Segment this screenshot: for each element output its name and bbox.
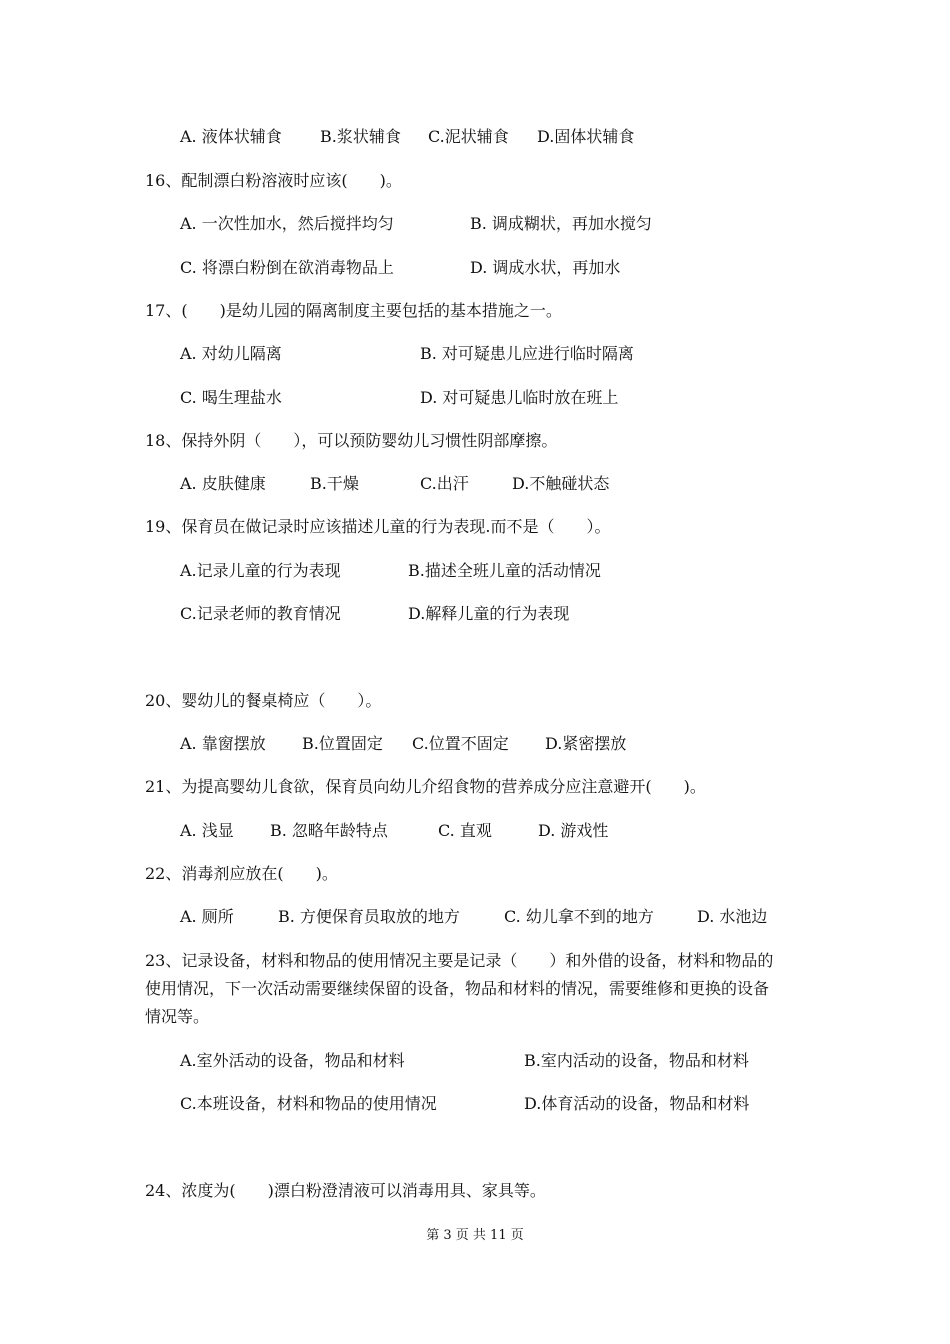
q20-option-c: C.位置不固定 (412, 734, 509, 753)
q15-option-d: D.固体状辅食 (537, 127, 635, 146)
q15-option-b: B.浆状辅食 (320, 127, 401, 146)
q19-option-b: B.描述全班儿童的活动情况 (408, 561, 601, 580)
page-number-footer: 第 3 页 共 11 页 (426, 1228, 524, 1243)
q16-option-c: C. 将漂白粉倒在欲消毒物品上 (180, 258, 394, 277)
q20-option-b: B.位置固定 (302, 734, 383, 753)
q21-option-c: C. 直观 (438, 821, 492, 840)
question-18-stem: 18、保持外阴（ ），可以预防婴幼儿习惯性阴部摩擦。 (145, 431, 558, 450)
question-16-stem: 16、配制漂白粉溶液时应该( )。 (145, 171, 402, 190)
q16-option-b: B. 调成糊状，再加水搅匀 (470, 214, 652, 233)
q21-option-b: B. 忽略年龄特点 (270, 821, 388, 840)
q22-option-d: D. 水池边 (697, 907, 768, 926)
q22-option-a: A. 厕所 (180, 907, 234, 926)
q19-option-a: A.记录儿童的行为表现 (180, 561, 341, 580)
question-20-stem: 20、婴幼儿的餐桌椅应（ ）。 (145, 691, 382, 710)
q17-option-d: D. 对可疑患儿临时放在班上 (420, 388, 619, 407)
q20-option-d: D.紧密摆放 (545, 734, 627, 753)
q17-option-b: B. 对可疑患儿应进行临时隔离 (420, 344, 634, 363)
q23-option-a: A.室外活动的设备，物品和材料 (180, 1051, 405, 1070)
q18-option-c: C.出汗 (420, 474, 469, 493)
question-21-stem: 21、为提高婴幼儿食欲，保育员向幼儿介绍食物的营养成分应注意避开( )。 (145, 777, 706, 796)
q15-option-a: A. 液体状辅食 (180, 127, 282, 146)
q20-option-a: A. 靠窗摆放 (180, 734, 266, 753)
q15-option-c: C.泥状辅食 (428, 127, 509, 146)
question-23-stem-line-2: 使用情况，下一次活动需要继续保留的设备，物品和材料的情况，需要维修和更换的设备 (145, 979, 770, 998)
q23-option-d: D.体育活动的设备，物品和材料 (524, 1094, 750, 1113)
question-23-stem-line-1: 23、记录设备，材料和物品的使用情况主要是记录（ ）和外借的设备，材料和物品的 (145, 951, 774, 970)
q19-option-c: C.记录老师的教育情况 (180, 604, 341, 623)
question-22-stem: 22、消毒剂应放在( )。 (145, 864, 338, 883)
question-19-stem: 19、保育员在做记录时应该描述儿童的行为表现.而不是（ ）。 (145, 517, 611, 536)
q23-option-c: C.本班设备，材料和物品的使用情况 (180, 1094, 437, 1113)
q17-option-a: A. 对幼儿隔离 (180, 344, 282, 363)
q19-option-d: D.解释儿童的行为表现 (408, 604, 570, 623)
q18-option-a: A. 皮肤健康 (180, 474, 266, 493)
q17-option-c: C. 喝生理盐水 (180, 388, 282, 407)
q22-option-c: C. 幼儿拿不到的地方 (504, 907, 654, 926)
question-23-stem-line-3: 情况等。 (145, 1007, 210, 1026)
q21-option-a: A. 浅显 (180, 821, 234, 840)
q18-option-b: B.干燥 (310, 474, 359, 493)
q22-option-b: B. 方便保育员取放的地方 (278, 907, 460, 926)
q18-option-d: D.不触碰状态 (512, 474, 610, 493)
q21-option-d: D. 游戏性 (538, 821, 609, 840)
q16-option-d: D. 调成水状，再加水 (470, 258, 621, 277)
q16-option-a: A. 一次性加水，然后搅拌均匀 (180, 214, 394, 233)
q23-option-b: B.室内活动的设备，物品和材料 (524, 1051, 749, 1070)
question-17-stem: 17、( )是幼儿园的隔离制度主要包括的基本措施之一。 (145, 301, 562, 320)
question-24-stem: 24、浓度为( )漂白粉澄清液可以消毒用具、家具等。 (145, 1181, 546, 1200)
